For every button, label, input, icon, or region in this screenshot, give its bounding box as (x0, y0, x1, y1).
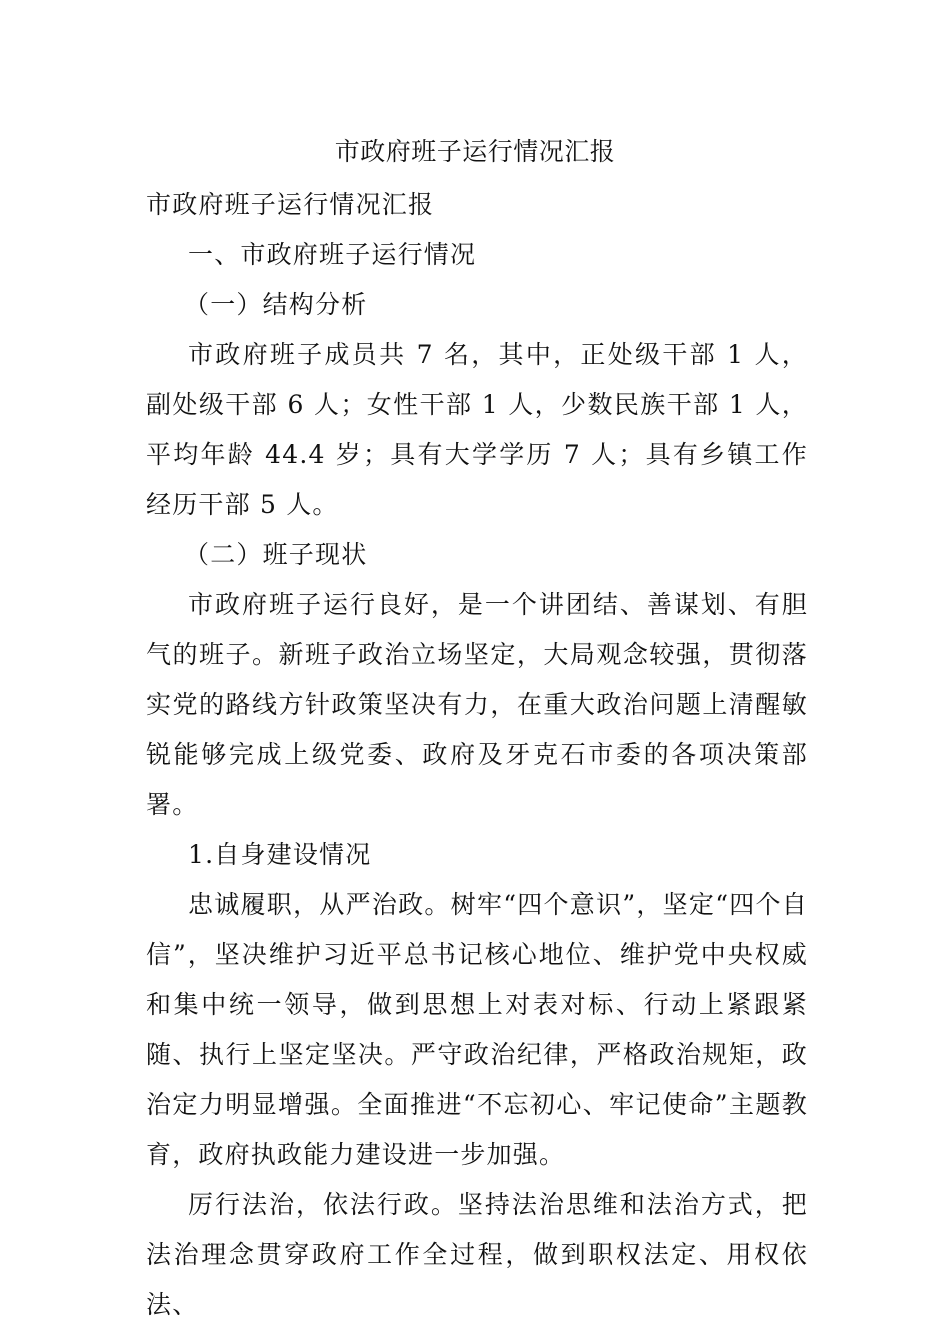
report-heading: 市政府班子运行情况汇报 (146, 190, 435, 219)
paragraph-structure-analysis: 市政府班子成员共 7 名，其中，正处级干部 1 人，副处级干部 6 人；女性干部 1 人，少数民族干部 1 人，平均年龄 44.4 岁；具有大学学历 7 人；具有乡镇工作经历干部 5 人。 (146, 340, 808, 519)
paragraph-loyal-duty: 忠诚履职，从严治政。树牢“四个意识”，坚定“四个自信”，坚决维护习近平总书记核心地位、维护党中央权威和集中统一领导，做到思想上对表对标、行动上紧跟紧随、执行上坚定坚决。严守政治纪律，严格政治规矩，政治定力明显增强。全面推进“不忘初心、牢记使命”主题教育，政府执政能力建设进一步加强。 (146, 890, 808, 1169)
subsection-heading-structure: （一）结构分析 (184, 290, 368, 319)
subsection-heading-status: （二）班子现状 (184, 540, 368, 569)
section-heading-1: 一、市政府班子运行情况 (188, 240, 477, 269)
document-title: 市政府班子运行情况汇报 (334, 137, 616, 166)
document-body (146, 180, 808, 1330)
paragraph-rule-of-law: 厉行法治，依法行政。坚持法治思维和法治方式，把法治理念贯穿政府工作全过程，做到职权法定、用权依法、 (146, 1190, 808, 1319)
subsection-heading-self-building: 1.自身建设情况 (188, 840, 372, 869)
paragraph-team-status: 市政府班子运行良好，是一个讲团结、善谋划、有胆气的班子。新班子政治立场坚定，大局观念较强，贯彻落实党的路线方针政策坚决有力，在重大政治问题上清醒敏锐能够完成上级党委、政府及牙克石市委的各项决策部署。 (146, 590, 808, 819)
